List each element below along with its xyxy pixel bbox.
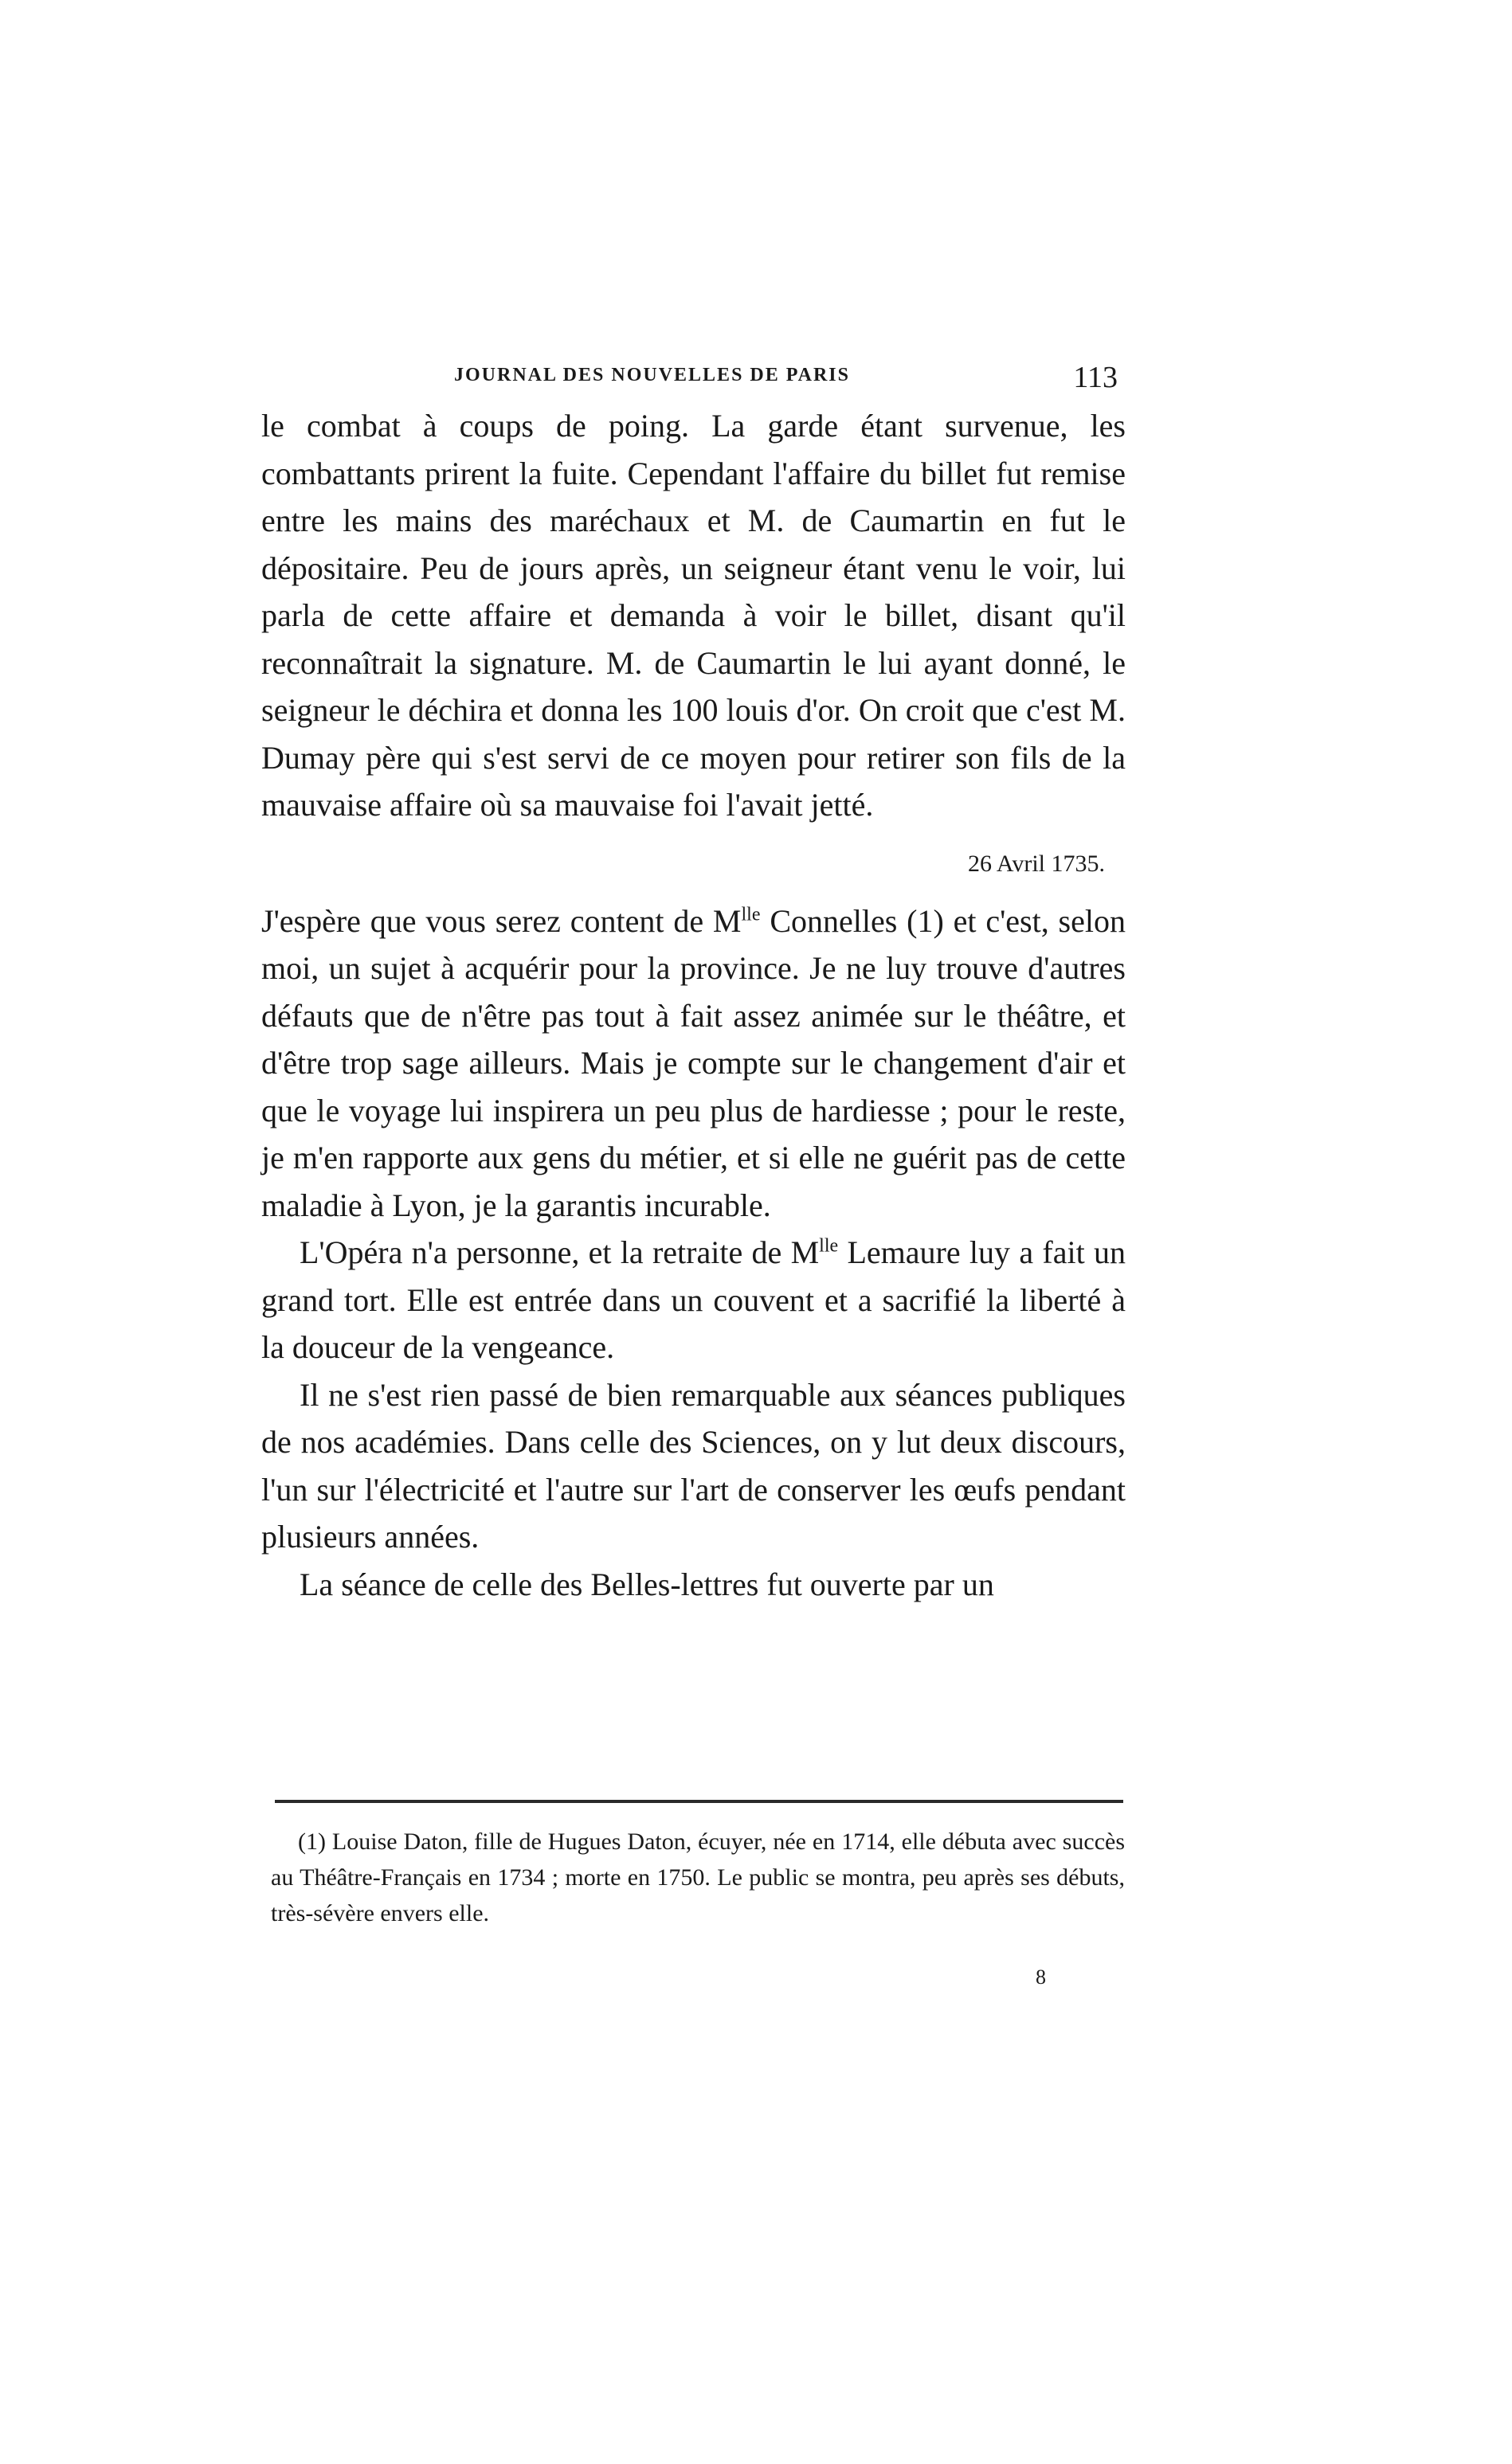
page-number: 113 — [1073, 361, 1118, 394]
running-title: JOURNAL DES NOUVELLES DE PARIS — [454, 365, 850, 385]
body-text — [261, 402, 1126, 1608]
paragraph-academies: Il ne s'est rien passé de bien remarquable aux séances publiques de nos académies. Dans celle des Sciences, on y lut deux discours, l'un sur l'électricité et l'autre sur l'art de conserver les œufs pendant plusieurs années. — [261, 1376, 1126, 1555]
footnote-rule — [275, 1800, 1123, 1803]
signature-mark: 8 — [1036, 1965, 1046, 1989]
superscript-abbreviation: lle — [741, 904, 761, 925]
paragraph-belles-lettres: La séance de celle des Belles-lettres fut ouverte par un — [300, 1566, 994, 1602]
paragraph-opera — [261, 1229, 1126, 1371]
running-head — [263, 361, 1127, 397]
dateline: 26 Avril 1735. — [968, 850, 1105, 877]
footnotes — [271, 1824, 1125, 1931]
paragraph-text: Connelles (1) et c'est, selon moi, un sujet à acquérir pour la province. Je ne luy trouve d'autres défauts que de n'être pas tout à fait assez animée sur le théâtre, et d'être trop sage ailleurs. Mais je compte sur le changement d'air et que le voyage lui inspirera un peu plus de hardiesse ; pour le reste, je m'en rapporte aux gens du métier, et si elle ne guérit pas de cette maladie à Lyon, je la garantis incurable. — [261, 902, 1126, 1223]
superscript-abbreviation: lle — [819, 1235, 839, 1257]
paragraph-text: Lemaure luy a fait un grand tort. Elle est entrée dans un couvent et a sacrifié la liberté à la douceur de la vengeance. — [261, 1234, 1126, 1365]
footnote-1: (1) Louise Daton, fille de Hugues Daton, écuyer, née en 1714, elle débuta avec succès au Théâtre-Français en 1734 ; morte en 1750. Le public se montra, peu après ses débuts, très-sévère envers elle. — [271, 1828, 1125, 1926]
paragraph-text: J'espère que vous serez content de M — [261, 902, 742, 939]
paragraph-text: L'Opéra n'a personne, et la retraite de M — [300, 1234, 820, 1270]
paragraph-continuation: le combat à coups de poing. La garde étant survenue, les combattants prirent la fuite. Cependant l'affaire du billet fut remise entre les mains des maréchaux et M. de Caumartin en fut le dépositaire. Peu de jours après, un seigneur étant venu le voir, lui parla de cette affaire et demanda à voir le billet, disant qu'il reconnaîtrait la signature. M. de Caumartin le lui ayant donné, le seigneur le déchira et donna les 100 louis d'or. On croit que c'est M. Dumay père qui s'est servi de ce moyen pour retirer son fils de la mauvaise affaire où sa mauvaise foi l'avait jetté. — [261, 408, 1126, 823]
paragraph-letter-opening — [261, 898, 1126, 1230]
